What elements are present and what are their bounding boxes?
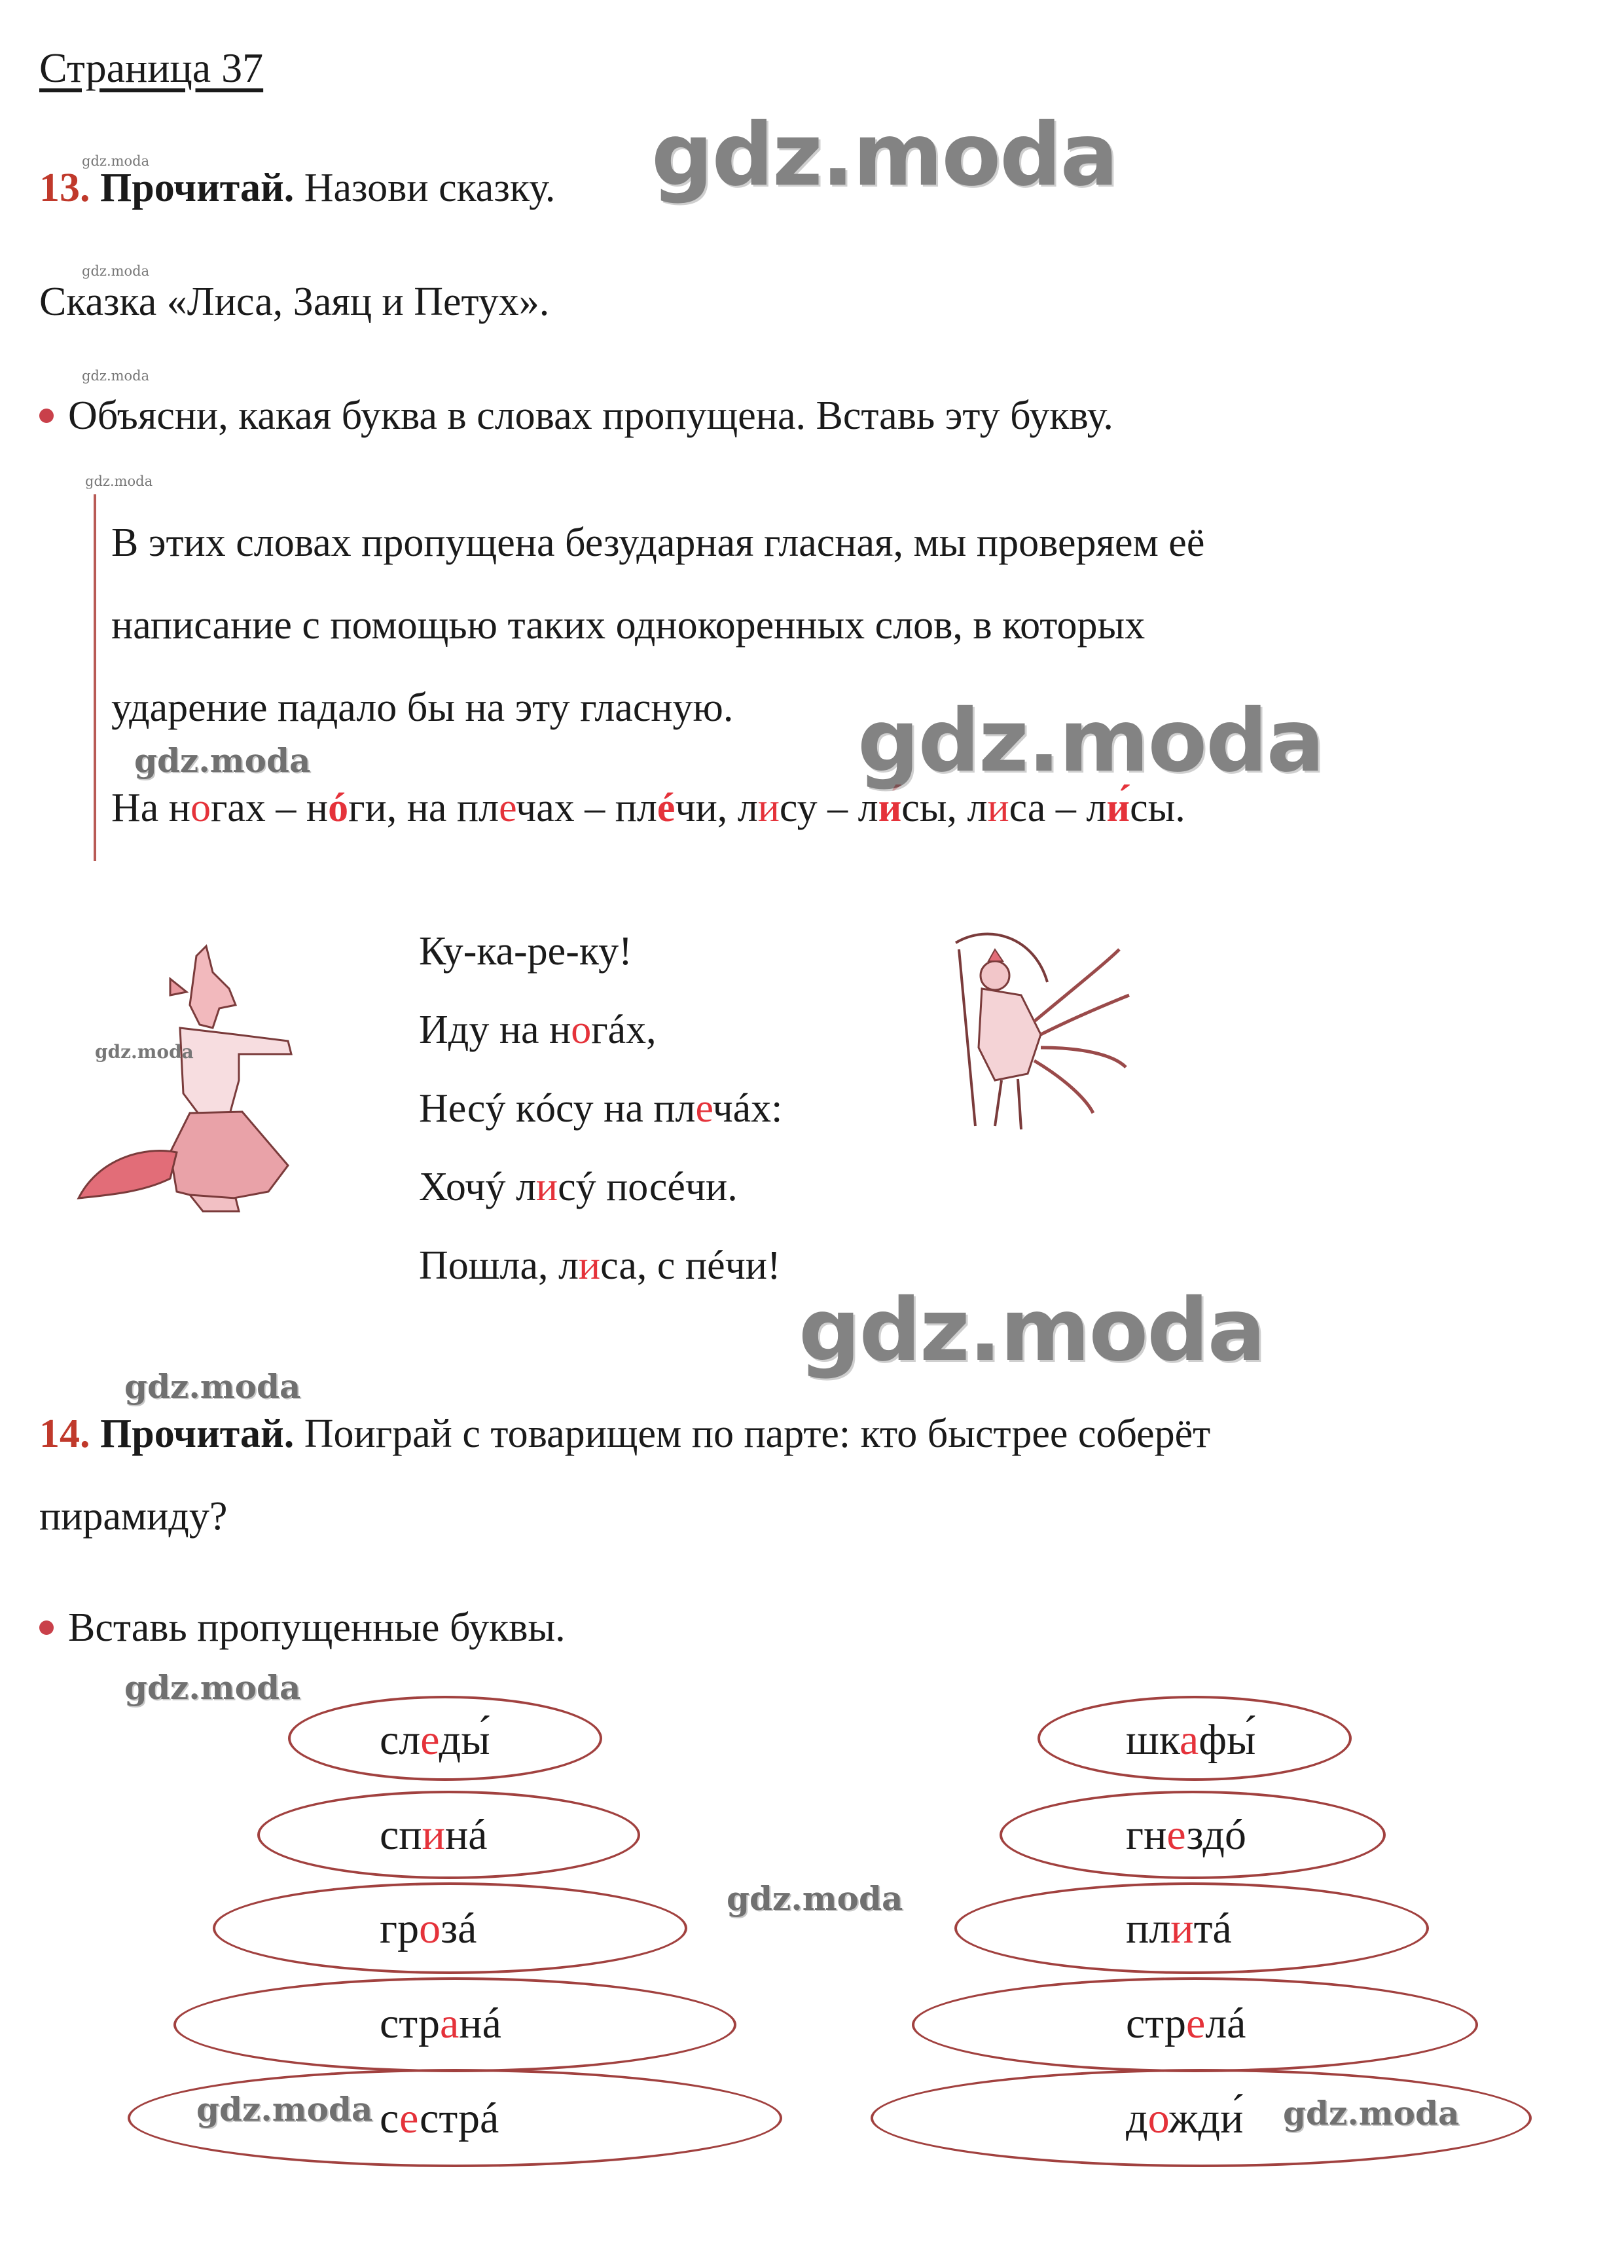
watermark: gdz.moda <box>1283 2094 1460 2132</box>
task14-heading <box>39 1414 1210 1454</box>
task13-instruction-bold: Прочитай. <box>100 166 295 210</box>
task14-number: 14. <box>39 1412 90 1456</box>
task14-instruction: Поиграй с товарищем по парте: кто быстрее соберёт <box>294 1412 1211 1456</box>
pyramid-left-word: сестрá <box>380 2094 499 2142</box>
task13-bullet <box>39 395 1113 436</box>
example-item: лису – ли́сы, <box>737 786 967 830</box>
task13-bullet-text: Объясни, какая буква в словах пропущена. Вставь эту букву. <box>68 393 1113 438</box>
watermark: gdz.moda <box>799 1280 1265 1381</box>
explanation-border <box>94 494 96 861</box>
bullet-icon <box>39 409 54 423</box>
pyramid-left-word: следы́ <box>380 1716 490 1764</box>
pyramid-left-word: грозá <box>380 1905 477 1952</box>
pyramid-left-word: спинá <box>380 1811 488 1859</box>
watermark: gdz.moda <box>727 1879 903 1918</box>
watermark: gdz.moda <box>196 2090 373 2129</box>
rooster-illustration <box>929 923 1139 1139</box>
watermark: gdz.moda <box>857 691 1324 792</box>
example-item: на плечах – плéчи, <box>406 786 738 830</box>
example-item: лиса – ли́сы. <box>967 786 1185 830</box>
explanation-line-3: ударение падало бы на эту гласную. <box>111 686 734 730</box>
pyramid-right-word: шкафы́ <box>1126 1716 1256 1764</box>
pyramid-right-word: стрелá <box>1126 2000 1246 2047</box>
watermark: gdz.moda <box>124 1668 301 1707</box>
page-title: Страница 37 <box>39 45 264 91</box>
pyramid-right-word: дожди́ <box>1126 2094 1244 2142</box>
pyramid-right-word: гнездó <box>1126 1811 1246 1859</box>
task13-number: 13. <box>39 166 90 210</box>
watermark: gdz.moda <box>82 368 150 384</box>
task14-instruction-bold: Прочитай. <box>100 1412 295 1456</box>
examples-line <box>111 788 1185 828</box>
poem-line-2: Иду на ногáх, <box>419 1008 657 1052</box>
pyramid-right-word: плитá <box>1126 1905 1232 1952</box>
poem-line-3: Несý кóсу на плечáх: <box>419 1086 783 1131</box>
task13-instruction: Назови сказку. <box>294 166 556 210</box>
watermark: gdz.moda <box>82 153 150 169</box>
bullet-icon <box>39 1620 54 1635</box>
watermark: gdz.moda <box>85 473 153 489</box>
fox-illustration <box>72 943 334 1218</box>
poem-line-4: Хочý лисý посéчи. <box>419 1165 738 1209</box>
watermark: gdz.moda <box>82 263 150 279</box>
pyramid-left-word: странá <box>380 2000 501 2047</box>
example-item: На ногах – нóги, <box>111 786 407 830</box>
explanation-line-2: написание с помощью таких однокоренных слов, в которых <box>111 603 1146 648</box>
task14-instruction-line2: пирамиду? <box>39 1494 228 1539</box>
watermark: gdz.moda <box>124 1367 301 1406</box>
poem-line-1: Ку-ка-ре-ку! <box>419 929 632 974</box>
watermark: gdz.moda <box>134 741 311 780</box>
watermark: gdz.moda <box>95 1041 194 1063</box>
task13-answer: Сказка «Лиса, Заяц и Петух». <box>39 280 550 324</box>
poem-line-5: Пошла, лиса, с пéчи! <box>419 1243 781 1288</box>
task14-bullet <box>39 1607 566 1648</box>
watermark: gdz.moda <box>651 105 1117 206</box>
explanation-line-1: В этих словах пропущена безударная гласная, мы проверяем её <box>111 521 1205 565</box>
task13-heading <box>39 168 555 208</box>
task14-bullet-text: Вставь пропущенные буквы. <box>68 1605 566 1650</box>
